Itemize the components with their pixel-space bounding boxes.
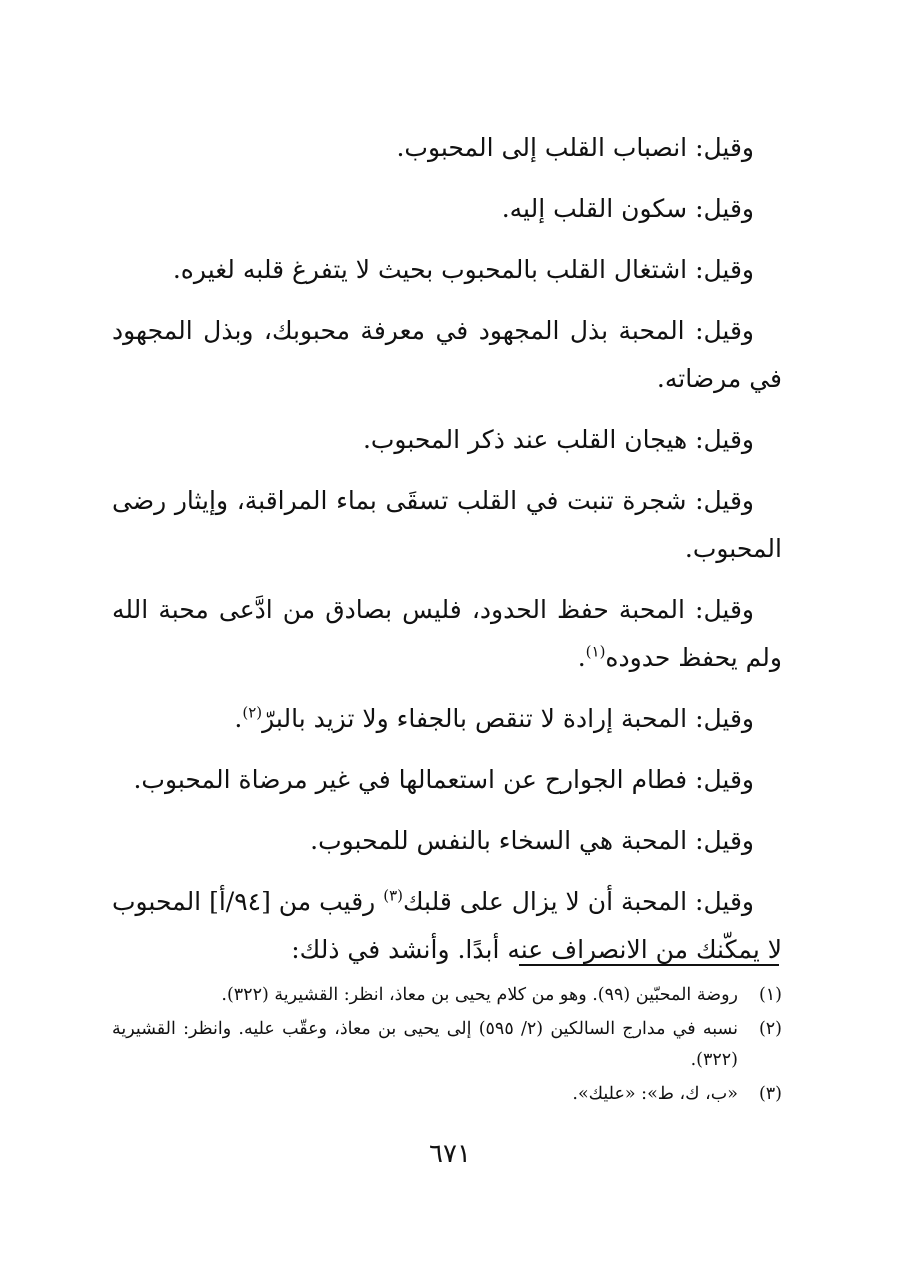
paragraph [112, 689, 782, 750]
paragraph: وقيل: المحبة بذل المجهود في معرفة محبوبك، وبذل المجهود في مرضاته. [112, 316, 782, 393]
paragraph-text: وقيل: المحبة إرادة لا تنقص بالجفاء ولا تزيد بالبرّ [262, 704, 754, 733]
paragraph: وقيل: سكون القلب إليه. [501, 194, 754, 223]
footnote [112, 980, 782, 1011]
footnote-divider [519, 964, 779, 966]
paragraph-text: وقيل: المحبة حفظ الحدود، فليس بصادق من ادَّعى محبة الله ولم يحفظ حدوده [112, 595, 782, 672]
footnote-text: نسبه في مدارج السالكين (٢/ ٥٩٥) إلى يحيى بن معاذ، وعقّب عليه. وانظر: القشيرية (٣٢٢). [112, 1019, 738, 1070]
footnote-number: (٢) [758, 1019, 782, 1039]
paragraph-text: . [577, 643, 586, 672]
main-text [112, 118, 782, 981]
footnote-number: (١) [758, 985, 782, 1005]
footnote-number: (٣) [758, 1084, 782, 1104]
paragraph: وقيل: فطام الجوارح عن استعمالها في غير مرضاة المحبوب. [133, 765, 754, 794]
page-number: ٦٧١ [429, 1139, 471, 1169]
footnote-marker: (٣) [383, 886, 403, 905]
paragraph: وقيل: المحبة هي السخاء بالنفس للمحبوب. [310, 826, 754, 855]
paragraph [112, 580, 782, 689]
paragraph-text: . [234, 704, 243, 733]
paragraph: وقيل: شجرة تنبت في القلب تسقَى بماء المراقبة، وإيثار رضى المحبوب. [112, 486, 782, 563]
footnote-marker: (١) [585, 642, 606, 661]
paragraph: وقيل: هيجان القلب عند ذكر المحبوب. [362, 425, 754, 454]
footnote [112, 1079, 782, 1110]
footnote [112, 1014, 782, 1076]
paragraph: وقيل: انصباب القلب إلى المحبوب. [396, 133, 754, 162]
footnote-text: «ب، ك، ط»: «عليك». [572, 1084, 738, 1104]
paragraph-text: رقيب من [٩٤/أ] المحبوب لا يمكّنك من الانصراف عنه أبدًا. وأنشد في ذلك: [111, 887, 782, 964]
paragraph: وقيل: اشتغال القلب بالمحبوب بحيث لا يتفرغ قلبه لغيره. [172, 255, 754, 284]
footnotes [112, 980, 782, 1113]
paragraph-text: وقيل: المحبة أن لا يزال على قلبك [402, 887, 754, 916]
footnote-marker: (٢) [242, 703, 263, 722]
footnote-text: روضة المحبّين (٩٩). وهو من كلام يحيى بن معاذ، انظر: القشيرية (٣٢٢). [221, 985, 738, 1005]
